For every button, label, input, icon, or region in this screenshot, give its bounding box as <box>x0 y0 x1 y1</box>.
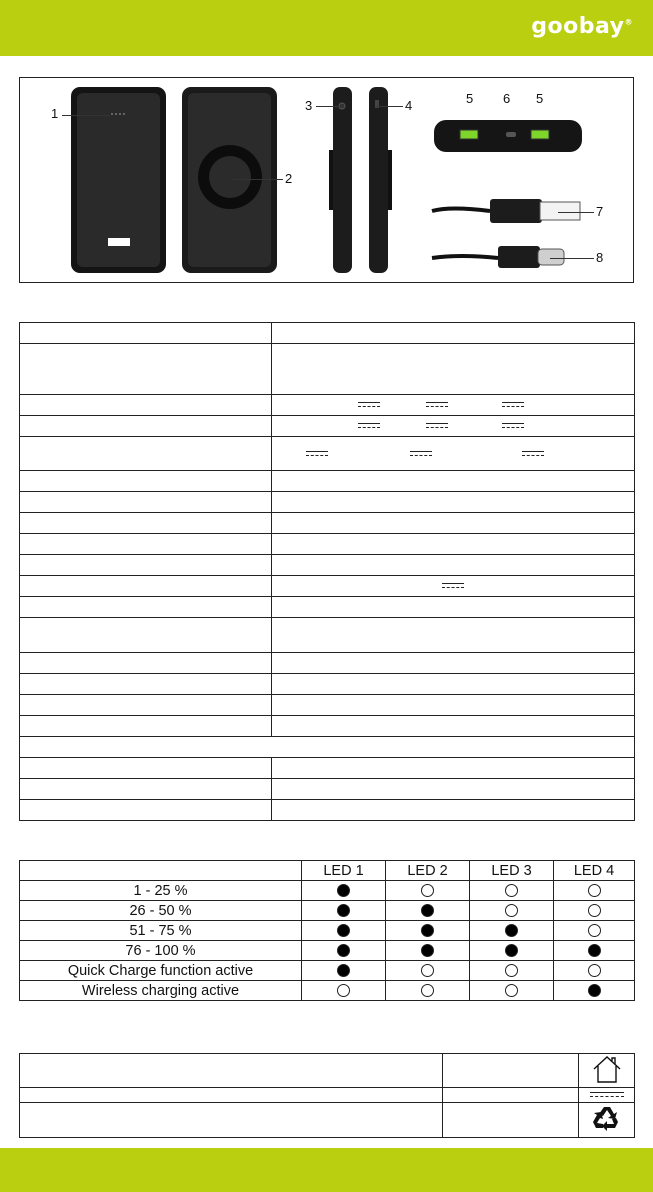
spec-row <box>20 555 635 576</box>
dc-symbol <box>306 451 328 458</box>
spec-row <box>20 416 635 437</box>
led-row-label: 51 - 75 % <box>20 921 302 941</box>
callout-5a: 5 <box>466 91 474 106</box>
led-header-3: LED 3 <box>470 861 554 881</box>
callout-2: 2 <box>285 171 293 186</box>
led-cell <box>554 981 635 1001</box>
led-cell <box>302 941 386 961</box>
spec-row <box>20 534 635 555</box>
dc-symbol <box>358 423 380 430</box>
led-on-indicator <box>588 944 601 957</box>
dc-symbol <box>426 402 448 409</box>
led-cell <box>554 921 635 941</box>
led-cell <box>302 981 386 1001</box>
led-cell <box>302 901 386 921</box>
led-table-row <box>20 881 635 901</box>
dc-symbol <box>590 1092 624 1099</box>
led-table-row <box>20 981 635 1001</box>
led-off-indicator <box>588 924 601 937</box>
led-header-2: LED 2 <box>386 861 470 881</box>
led-on-indicator <box>421 904 434 917</box>
bottom-banner <box>0 1148 653 1192</box>
spec-table <box>19 322 635 821</box>
spec-row <box>20 492 635 513</box>
led-off-indicator <box>505 904 518 917</box>
led-cell <box>386 941 470 961</box>
spec-row <box>20 395 635 416</box>
dc-symbol <box>426 423 448 430</box>
callout-6: 6 <box>503 91 511 106</box>
usb-port-2 <box>531 130 549 139</box>
led-off-indicator <box>588 964 601 977</box>
led-on-indicator <box>421 924 434 937</box>
led-cell <box>386 961 470 981</box>
callout-4: 4 <box>405 98 413 113</box>
led-row-label: 76 - 100 % <box>20 941 302 961</box>
led-header-1: LED 1 <box>302 861 386 881</box>
leader-3 <box>316 106 341 107</box>
usb-a-plug <box>540 202 580 220</box>
dc-symbol <box>502 402 524 409</box>
led-cell <box>302 921 386 941</box>
led-off-indicator <box>588 904 601 917</box>
spec-row <box>20 800 635 821</box>
symbol-row <box>20 1088 635 1103</box>
brand-logo: goobay® <box>531 14 633 39</box>
led-table-row <box>20 901 635 921</box>
dc-symbol <box>502 423 524 430</box>
spec-row <box>20 437 635 471</box>
symbols-table <box>19 1053 635 1138</box>
led-row-label: Wireless charging active <box>20 981 302 1001</box>
led-cell <box>470 901 554 921</box>
led-table-row <box>20 941 635 961</box>
led-cell <box>554 901 635 921</box>
top-banner <box>0 0 653 56</box>
callout-3: 3 <box>305 98 313 113</box>
led-off-indicator <box>505 884 518 897</box>
led-row-label: 1 - 25 % <box>20 881 302 901</box>
usb-port-1 <box>460 130 478 139</box>
led-on-indicator <box>505 944 518 957</box>
led-cell <box>302 961 386 981</box>
device-logo-badge <box>108 238 130 246</box>
micro-usb-port <box>506 132 516 137</box>
led-cell <box>386 981 470 1001</box>
spec-row <box>20 597 635 618</box>
led-on-indicator <box>337 884 350 897</box>
led-on-indicator <box>337 944 350 957</box>
spec-row <box>20 695 635 716</box>
led-off-indicator <box>421 984 434 997</box>
spec-row <box>20 344 635 395</box>
led-header-4: LED 4 <box>554 861 635 881</box>
dc-symbol <box>442 583 464 590</box>
recycle-icon <box>592 1104 622 1134</box>
spec-row <box>20 618 635 653</box>
dc-symbol <box>410 451 432 458</box>
led-cell <box>386 901 470 921</box>
callout-1: 1 <box>51 106 59 121</box>
led-cell <box>386 881 470 901</box>
led-on-indicator <box>588 984 601 997</box>
led-on-indicator <box>421 944 434 957</box>
led-cell <box>470 881 554 901</box>
led-row-label: 26 - 50 % <box>20 901 302 921</box>
spec-row <box>20 716 635 737</box>
led-off-indicator <box>505 984 518 997</box>
led-off-indicator <box>421 964 434 977</box>
spec-row <box>20 576 635 597</box>
led-off-indicator <box>588 884 601 897</box>
symbol-row <box>20 1054 635 1088</box>
led-cell <box>470 921 554 941</box>
led-table-row <box>20 921 635 941</box>
led-cell <box>302 881 386 901</box>
led-off-indicator <box>337 984 350 997</box>
led-header-blank <box>20 861 302 881</box>
led-table-row <box>20 961 635 981</box>
led-off-indicator <box>421 884 434 897</box>
callout-5b: 5 <box>536 91 544 106</box>
led-cell <box>470 941 554 961</box>
powerbank-side-left <box>333 87 352 273</box>
house-icon <box>591 1054 623 1084</box>
spec-row <box>20 779 635 800</box>
leader-2 <box>233 179 283 180</box>
symbol-row <box>20 1103 635 1138</box>
leader-1 <box>62 115 110 116</box>
callout-8: 8 <box>596 250 604 265</box>
dc-symbol <box>358 402 380 409</box>
led-row-label: Quick Charge function active <box>20 961 302 981</box>
usb-a-cable <box>432 209 490 212</box>
led-cell <box>386 921 470 941</box>
usb-c-plug <box>538 249 564 265</box>
spec-row <box>20 653 635 674</box>
spec-row <box>20 674 635 695</box>
led-table-header <box>20 861 635 881</box>
leader-7 <box>558 212 594 213</box>
callout-7: 7 <box>596 204 604 219</box>
spec-row <box>20 758 635 779</box>
powerbank-side-right <box>369 87 388 273</box>
product-illustration <box>20 78 633 282</box>
spec-row <box>20 323 635 344</box>
led-cell <box>554 941 635 961</box>
led-on-indicator <box>337 964 350 977</box>
led-cell <box>554 961 635 981</box>
spec-row <box>20 471 635 492</box>
led-on-indicator <box>337 924 350 937</box>
led-cell <box>470 961 554 981</box>
dc-symbol <box>522 451 544 458</box>
led-on-indicator <box>337 904 350 917</box>
product-figure <box>19 77 634 283</box>
leader-8 <box>550 258 594 259</box>
led-cell <box>554 881 635 901</box>
leader-4 <box>377 106 403 107</box>
spec-row <box>20 513 635 534</box>
led-status-table <box>19 860 635 1001</box>
spec-row <box>20 737 635 758</box>
led-cell <box>470 981 554 1001</box>
led-off-indicator <box>505 964 518 977</box>
usb-c-cable <box>432 256 498 258</box>
led-on-indicator <box>505 924 518 937</box>
